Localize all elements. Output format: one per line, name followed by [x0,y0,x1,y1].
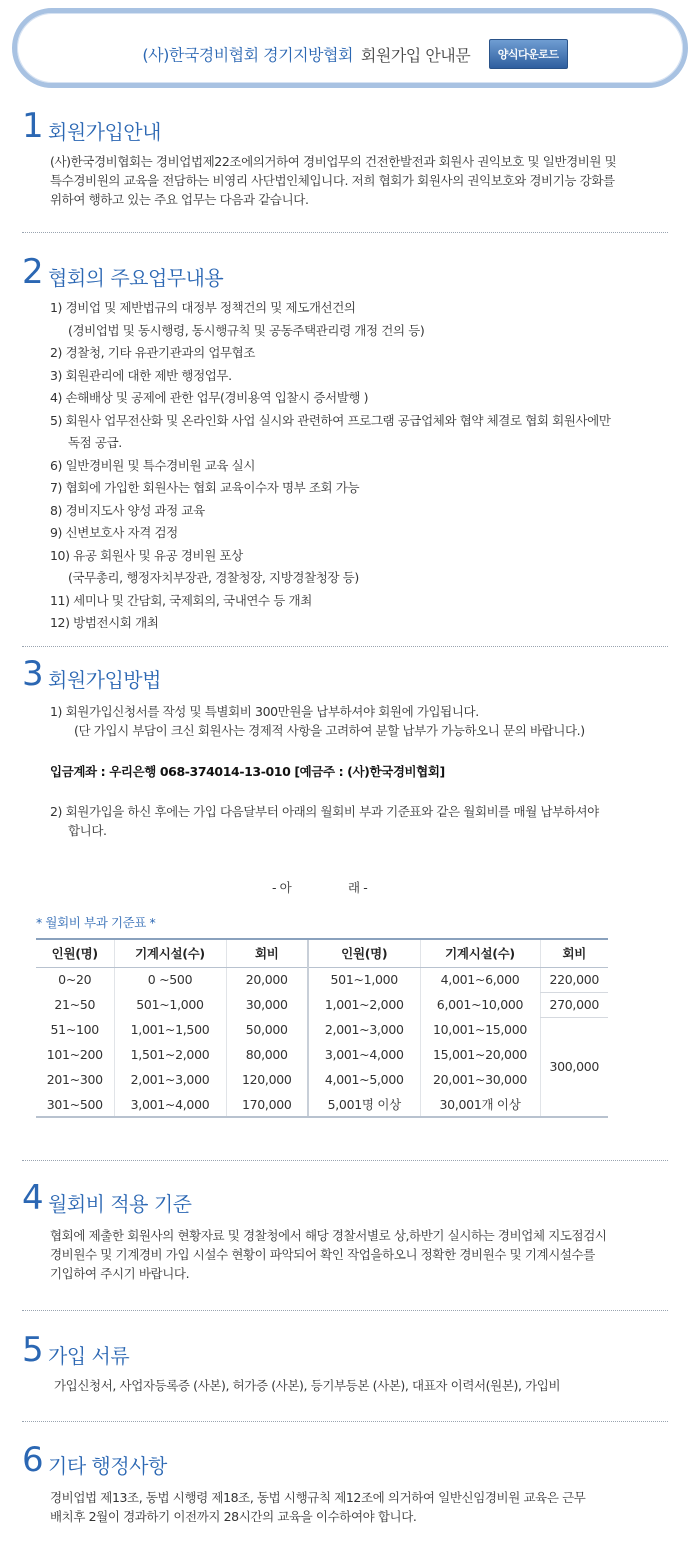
table-cell: 501~1,000 [308,967,420,992]
table-cell: 3,001~4,000 [308,1042,420,1067]
section-number: 5 [22,1330,42,1370]
list-item: 12) 방범전시회 개최 [50,615,159,630]
table-row [36,1092,608,1117]
page-title: 회원가입 안내문 [360,45,471,65]
monthly-fee-table [36,938,608,1118]
table-cell: 201~300 [46,1072,103,1087]
section-number: 1 [22,106,42,146]
table-cell: 1,001~1,500 [114,1017,226,1042]
section-heading [22,654,672,700]
section-title: 회원가입방법 [48,668,161,692]
table-cell: 270,000 [540,992,608,1017]
section-title: 가입 서류 [48,1344,130,1368]
section-heading [22,1440,672,1486]
paragraph-line: 협회에 제출한 회원사의 현황자료 및 경찰청에서 해당 경찰서별로 상,하반기 실시하는 경비업체 지도점검시 [50,1228,607,1243]
table-cell: 501~1,000 [114,992,226,1017]
table-cell: 20,000 [226,967,308,992]
table-cell: 120,000 [226,1067,308,1092]
table-cell: 21~50 [54,997,96,1012]
section-main-duties [22,252,672,635]
section-fee-criteria [22,1178,672,1283]
list-item: (경비업법 및 동시행령, 동시행규칙 및 공동주택관리령 개정 건의 등) [68,322,425,338]
list-item: 7) 협회에 가입한 회원사는 협회 교육이수자 명부 조회 가능 [50,480,360,495]
col-header: 회비 [226,939,308,967]
list-item: 2) 경찰청, 기타 유관기관과의 업무협조 [50,345,256,360]
section-title: 회원가입안내 [48,120,161,144]
below-marker-right: 래 - [348,880,368,895]
table-cell: 50,000 [226,1017,308,1042]
below-marker-left: - 아 [272,880,292,895]
list-item: (국무총리, 행정자치부장관, 경찰청장, 지방경찰청장 등) [68,570,359,585]
section-heading [22,1330,672,1376]
table-header-row [36,939,608,967]
list-item: 3) 회원관리에 대한 제반 행정업무. [50,367,232,383]
table-row [36,1067,608,1092]
documents-list: 가입신청서, 사업자등록증 (사본), 허가증 (사본), 등기부등본 (사본), 대표자 이력서(원본), 가입비 [54,1378,561,1393]
paragraph-line: 경비업법 제13조, 동법 시행령 제18조, 동법 시행규칙 제12조에 의거하여 일반신임경비원 교육은 근무 [50,1490,586,1505]
list-item: 9) 신변보호사 자격 검정 [50,525,178,540]
section-required-documents [22,1330,672,1395]
table-cell: 1,501~2,000 [114,1042,226,1067]
section-membership-guide [22,106,672,209]
table-cell: 0~20 [58,972,92,988]
table-cell: 2,001~3,000 [308,1017,420,1042]
form-download-button[interactable]: 양식다운로드 [489,39,568,69]
section-number: 4 [22,1178,42,1218]
section-title: 기타 행정사항 [48,1454,167,1478]
list-item: 11) 세미나 및 간담회, 국제회의, 국내연수 등 개최 [50,592,312,608]
table-cell: 51~100 [50,1022,99,1037]
paragraph-line: 경비원수 및 기계경비 가입 시설수 현황이 파악되어 확인 작업을하오니 정확한 경비원수 및 기계시설수를 [50,1247,595,1262]
table-cell: 80,000 [226,1042,308,1067]
table-row [36,1042,608,1067]
col-header: 인원(명) [36,939,114,967]
table-row [36,967,608,992]
table-cell: 4,001~5,000 [308,1067,420,1092]
dotted-divider [22,1310,668,1311]
table-cell: 20,001~30,000 [420,1067,540,1092]
join-step-1-note: (단 가입시 부담이 크신 회원사는 경제적 사항을 고려하여 분할 납부가 가능하오니 문의 바랍니다.) [74,723,585,738]
section-other-admin [22,1440,672,1526]
paragraph-line: 기입하여 주시기 바랍니다. [50,1266,190,1281]
dotted-divider [22,1160,668,1161]
list-item: 6) 일반경비원 및 특수경비원 교육 실시 [50,457,256,473]
org-name: (사)한국경비협회 경기지방협회 [142,45,353,65]
dotted-divider [22,232,668,233]
table-row [36,992,608,1017]
table-cell: 4,001~6,000 [420,967,540,992]
table-cell: 301~500 [36,1092,114,1117]
section-number: 3 [22,654,42,694]
table-cell: 6,001~10,000 [420,992,540,1017]
list-item: 1) 경비업 및 제반법규의 대정부 정책건의 및 제도개선건의 [50,300,356,315]
dotted-divider [22,1421,668,1422]
paragraph-line: (사)한국경비협회는 경비업법제22조에의거하여 경비업무의 건전한발전과 회원사 권익보호 및 일반경비원 및 [50,154,617,169]
table-cell: 220,000 [540,967,608,992]
list-item: 8) 경비지도사 양성 과정 교육 [50,502,205,518]
join-step-2: 2) 회원가입을 하신 후에는 가입 다음달부터 아래의 월회비 부과 기준표와 같은 월회비를 매월 납부하셔야 [50,804,599,819]
list-item: 4) 손해배상 및 공제에 관한 업무(경비용역 입찰시 증서발행 ) [50,390,369,405]
table-cell: 101~200 [46,1047,103,1062]
bank-account: 입금계좌 : 우리은행 068-374014-13-010 [예금주 : (사)한국경비협회] [50,764,445,779]
join-step-2-cont: 합니다. [68,823,107,838]
join-step-1: 1) 회원가입신청서를 작성 및 특별회비 300만원을 납부하셔야 회원에 가입됩니다. [50,704,479,719]
header-banner [12,8,688,88]
table-cell: 30,001개 이상 [420,1092,540,1117]
paragraph-line: 배치후 2월이 경과하기 이전까지 28시간의 교육을 이수하여야 합니다. [50,1509,417,1524]
paragraph-line: 특수경비원의 교육을 전담하는 비영리 사단법인체입니다. 저희 협회가 회원사의 권익보호와 경비기능 강화를 [50,173,615,188]
table-cell: 5,001명 이상 [308,1092,420,1117]
paragraph-line: 위하여 행하고 있는 주요 업무는 다음과 같습니다. [50,192,309,207]
dotted-divider [22,646,668,647]
table-cell: 10,001~15,000 [420,1017,540,1042]
section-title: 월회비 적용 기준 [48,1192,192,1216]
list-item: 독점 공급. [68,435,122,450]
col-header: 회비 [540,939,608,967]
table-cell: 1,001~2,000 [308,992,420,1017]
col-header: 기계시설(수) [114,939,226,967]
table-cell: 30,000 [226,992,308,1017]
list-item: 5) 회원사 업무전산화 및 온라인화 사업 실시와 관련하여 프로그램 공급업체와 협약 체결로 협회 회원사에만 [50,412,611,428]
table-cell: 3,001~4,000 [114,1092,226,1117]
table-cell: 300,000 [540,1017,608,1117]
section-number: 6 [22,1440,42,1480]
table-cell: 170,000 [226,1092,308,1117]
section-title: 협회의 주요업무내용 [48,266,224,290]
section-how-to-join [22,654,672,700]
section-heading [22,252,672,298]
col-header: 인원(명) [308,939,420,967]
section-heading [22,106,672,152]
header-title-row [17,41,693,71]
col-header: 기계시설(수) [420,939,540,967]
fee-table-caption: * 월회비 부과 기준표 * [36,915,156,930]
table-cell: 15,001~20,000 [420,1042,540,1067]
section-heading [22,1178,672,1224]
list-item: 10) 유공 회원사 및 유공 경비원 포상 [50,547,243,563]
table-row [36,1017,608,1042]
table-cell: 0 ~500 [114,967,226,992]
table-cell: 2,001~3,000 [114,1067,226,1092]
section-number: 2 [22,252,42,292]
